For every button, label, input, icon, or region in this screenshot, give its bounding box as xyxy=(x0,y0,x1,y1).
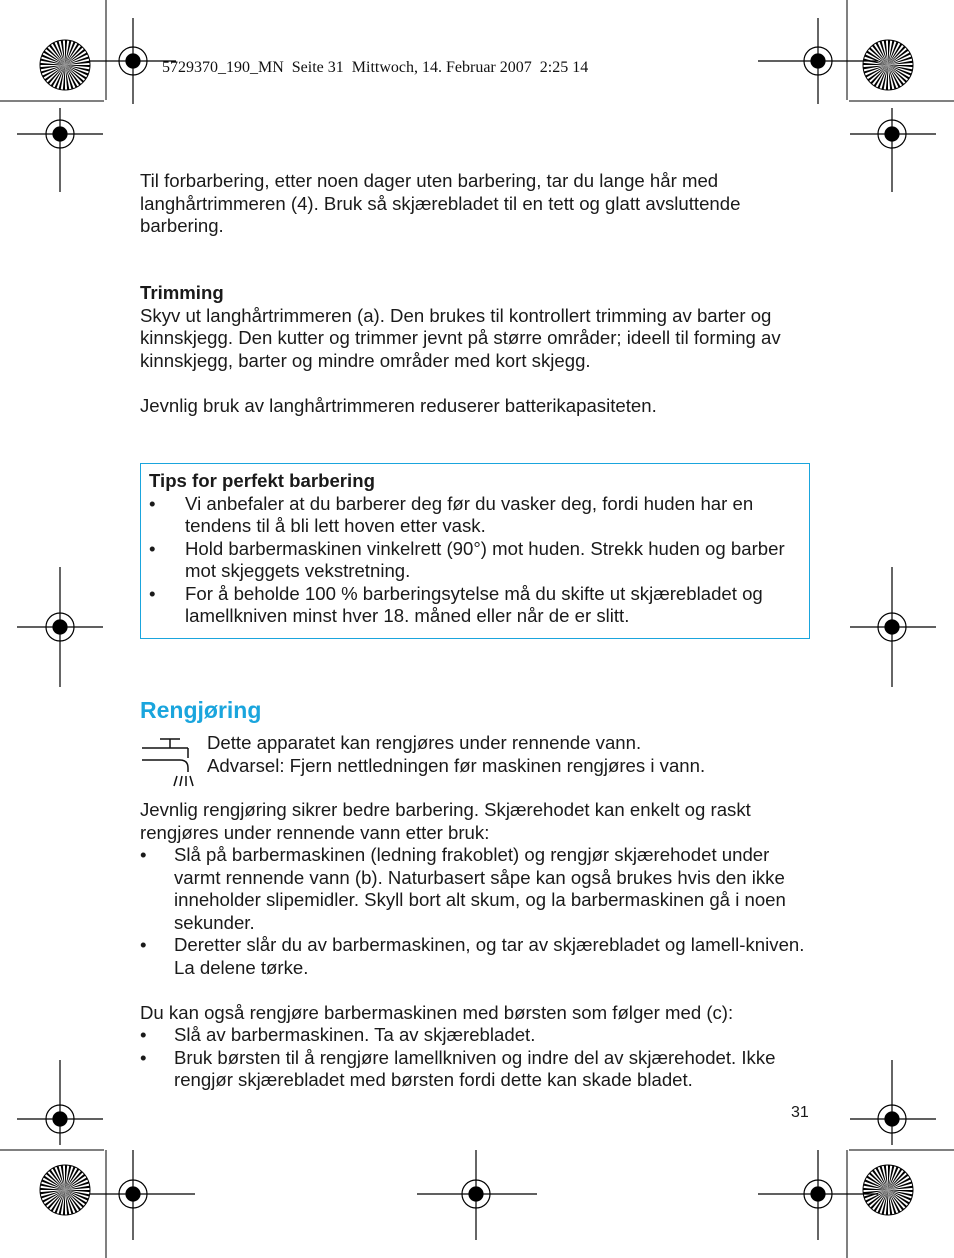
bullet: • xyxy=(149,537,156,559)
print-header: 5729370_190_MN Seite 31 Mittwoch, 14. Februar 2007 2:25 14 xyxy=(162,59,589,76)
starburst-mark xyxy=(863,40,913,90)
bullet: • xyxy=(140,934,147,955)
cleaning-item xyxy=(140,934,820,979)
tips-box xyxy=(140,463,810,639)
tap-warning xyxy=(207,732,827,777)
tips-item-text: Vi anbefaler at du barberer deg før du vasker deg, fordi huden har en tendens til å bli lett hoven etter vask. xyxy=(185,492,754,536)
bullet: • xyxy=(149,582,156,604)
bullet: • xyxy=(149,492,156,514)
tips-title: Tips for perfekt barbering xyxy=(149,470,375,491)
tips-item-text: For å beholde 100 % barberingsytelse må du skifte ut skjærebladet og lamellkniven minst hver 18. måned eller når de er slitt. xyxy=(185,582,763,626)
cleaning-item xyxy=(140,844,820,934)
cleaning-section xyxy=(140,799,820,1092)
brush-item xyxy=(140,1024,820,1047)
brush-paragraph: Du kan også rengjøre barbermaskinen med børsten som følger med (c): xyxy=(140,1001,734,1023)
starburst-mark xyxy=(863,1165,913,1215)
trimming-paragraph: Skyv ut langhårtrimmeren (a). Den brukes til kontrollert trimming av barter og kinnskjegg. Den kutter og trimmer jevnt på større områder; ideell til forming av kinnskjegg, barter og mindre områder med kort skjegg. xyxy=(140,304,781,371)
tips-item-text: Hold barbermaskinen vinkelrett (90°) mot huden. Strekk huden og barber mot skjeggets vekstretning. xyxy=(185,537,785,581)
trimming-section xyxy=(140,282,820,417)
starburst-mark xyxy=(40,1165,90,1215)
tap-line-2: Advarsel: Fjern nettledningen før maskinen rengjøres i vann. xyxy=(207,754,706,776)
starburst-mark xyxy=(40,40,90,90)
intro-section xyxy=(140,170,820,238)
cleaning-paragraph: Jevnlig rengjøring sikrer bedre barbering. Skjærehodet kan enkelt og raskt rengjøres under rennende vann etter bruk: xyxy=(140,799,751,843)
bullet: • xyxy=(140,844,147,865)
cleaning-item-text: Deretter slår du av barbermaskinen, og tar av skjærebladet og lamell-kniven. La delene tørke. xyxy=(174,934,805,978)
water-tap-icon xyxy=(140,736,196,788)
tips-item xyxy=(149,583,801,628)
trimming-title: Trimming xyxy=(140,282,224,303)
tips-item xyxy=(149,493,801,538)
brush-item-text: Slå av barbermaskinen. Ta av skjærebladet. xyxy=(174,1024,536,1045)
intro-paragraph: Til forbarbering, etter noen dager uten barbering, tar du lange hår med langhårtrimmeren (4). Bruk så skjærebladet til en tett og glatt avsluttende barbering. xyxy=(140,170,741,236)
brush-item-text: Bruk børsten til å rengjøre lamellkniven og indre del av skjærehodet. Ikke rengjør skjærebladet med børsten fordi dette kan skade bladet. xyxy=(174,1046,776,1090)
bullet: • xyxy=(140,1024,147,1045)
brush-item xyxy=(140,1047,820,1092)
cleaning-heading: Rengjøring xyxy=(140,697,262,723)
bullet: • xyxy=(140,1046,147,1068)
page-number: 31 xyxy=(791,1104,809,1121)
tips-item xyxy=(149,538,801,583)
tap-line-1: Dette apparatet kan rengjøres under rennende vann. xyxy=(207,732,642,753)
trimming-note: Jevnlig bruk av langhårtrimmeren reduserer batterikapasiteten. xyxy=(140,394,657,416)
cleaning-item-text: Slå på barbermaskinen (ledning frakoblet) og rengjør skjærehodet under varmt rennende vann (b). Naturbasert såpe kan også brukes hvis den ikke inneholder slipemidler. Skyll bort alt skum, og la barbermaskinen gå i noen sekunder. xyxy=(174,844,786,933)
